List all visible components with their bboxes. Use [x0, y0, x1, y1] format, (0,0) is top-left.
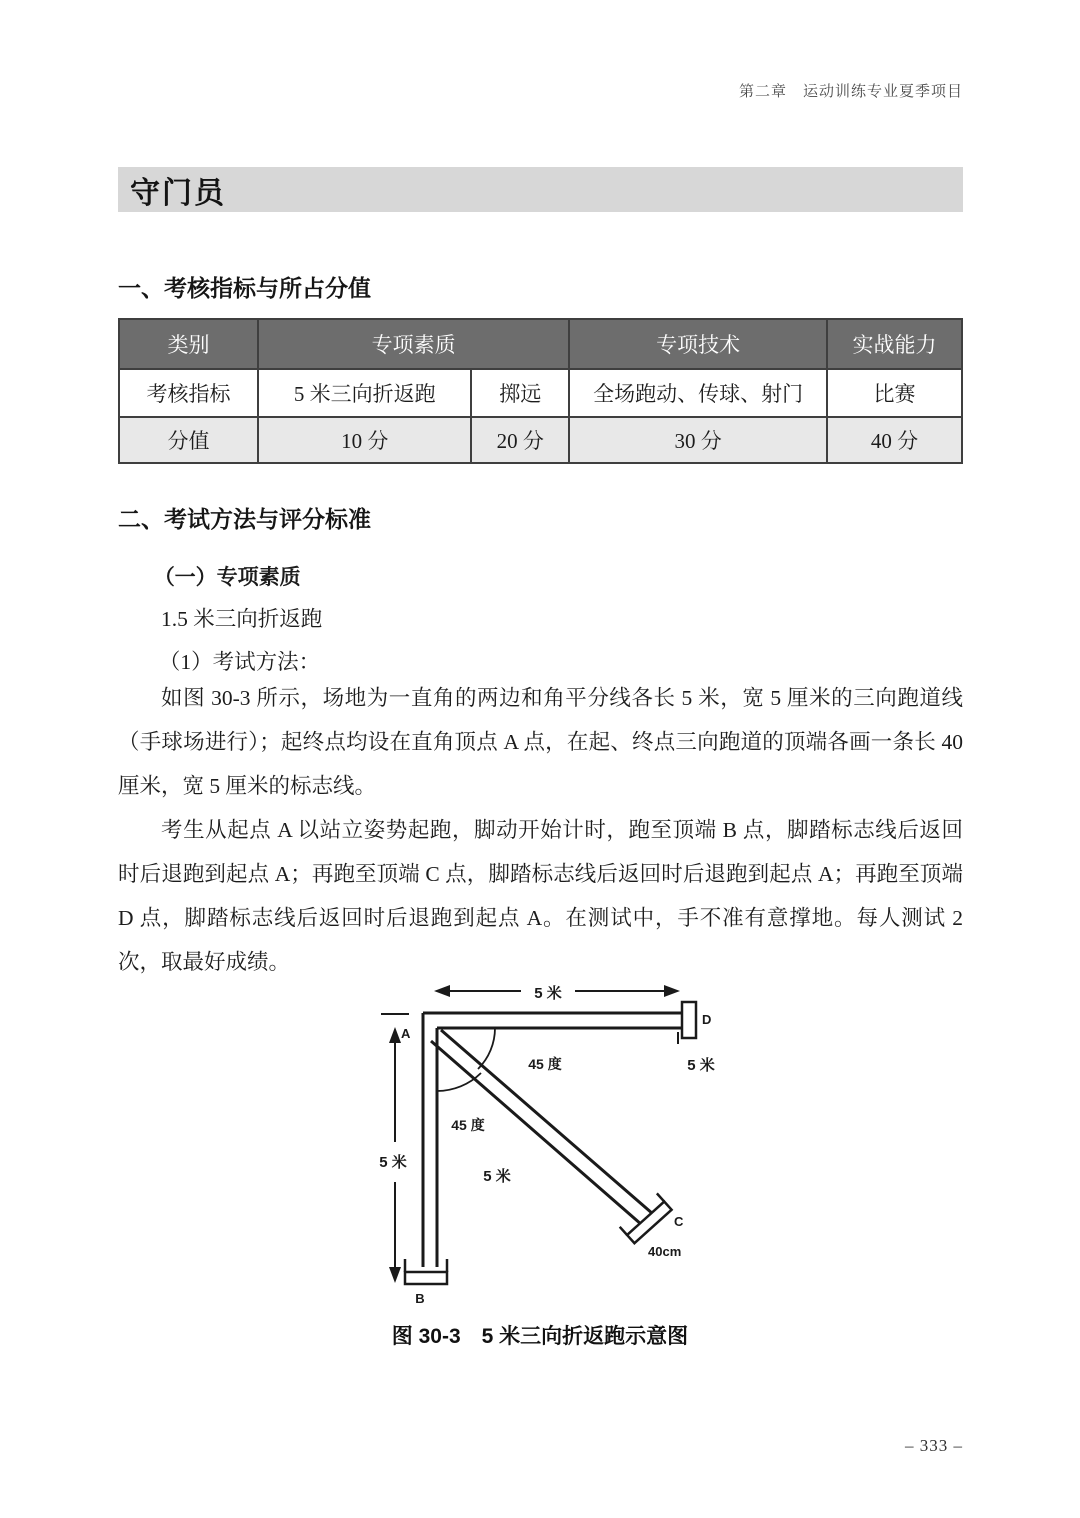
angle-arc-left [437, 1073, 481, 1091]
horizontal-track [423, 1013, 682, 1028]
table-cell: 比赛 [827, 369, 962, 417]
table-row [119, 369, 962, 417]
table-row [119, 417, 962, 463]
title-bar [118, 167, 963, 212]
left-dimension-label: 5 米 [379, 1154, 407, 1171]
table-cell: 40 分 [827, 417, 962, 463]
table-cell: 考核指标 [119, 369, 258, 417]
top-dimension-label: 5 米 [534, 985, 562, 1002]
paragraph: 如图 30-3 所示，场地为一直角的两边和角平分线各长 5 米，宽 5 厘米的三向跑道线（手球场进行）；起终点均设在直角顶点 A 点，在起、终点三向跑道的顶端各画一条长 40 厘米，宽 5 厘米的标志线。 [118, 686, 963, 798]
running-header: 第二章 运动训练专业夏季项目 [738, 83, 963, 100]
score-table [118, 318, 963, 464]
marker-c [620, 1193, 672, 1243]
table-cell: 掷远 [471, 369, 569, 417]
point-a-label: A [401, 1026, 411, 1041]
right-dimension-label: 5 米 [687, 1057, 715, 1074]
method-label: （1）考试方法： [158, 650, 321, 674]
table-header-row [119, 319, 962, 369]
marker-d [678, 1002, 696, 1044]
table-cell: 10 分 [258, 417, 471, 463]
figure-caption: 图 30-3 5 米三向折返跑示意图 [391, 1325, 689, 1348]
point-d-label: D [702, 1012, 712, 1027]
table-header-cell: 专项技术 [569, 319, 827, 369]
marker-b [405, 1259, 447, 1284]
table-cell: 全场跑动、传球、射门 [569, 369, 827, 417]
angle-left-label: 45 度 [451, 1117, 485, 1133]
table-cell: 5 米三向折返跑 [258, 369, 471, 417]
paragraph: 考生从起点 A 以站立姿势起跑，脚动开始计时，跑至顶端 B 点，脚踏标志线后返回时后退跑到起点 A；再跑至顶端 C 点，脚踏标志线后返回时后退跑到起点 A；再跑至顶端 D 点，脚踏标志线后返回时后退跑到起点 A。在测试中，手不准有意撑地。每人测试 2 次，取最好成绩。 [118, 818, 963, 974]
table-cell: 分值 [119, 417, 258, 463]
diagonal-dimension-label: 5 米 [483, 1168, 511, 1185]
point-c-label: C [674, 1214, 684, 1229]
table-header-cell: 实战能力 [827, 319, 962, 369]
table-header-cell: 类别 [119, 319, 258, 369]
angle-top-label: 45 度 [528, 1056, 562, 1072]
vertical-track [423, 1013, 437, 1267]
point-b-label: B [415, 1291, 425, 1306]
shuttle-run-diagram [353, 956, 743, 1321]
section2-heading: 二、考试方法与评分标准 [118, 506, 371, 532]
table-cell: 20 分 [471, 417, 569, 463]
subsection-heading: （一）专项素质 [153, 566, 301, 589]
table-header-cell: 专项素质 [258, 319, 569, 369]
page-number: – 333 – [905, 1436, 963, 1455]
mark-length-label: 40cm [648, 1244, 682, 1259]
list-item: 1.5 米三向折返跑 [161, 607, 323, 631]
table-cell: 30 分 [569, 417, 827, 463]
section1-heading: 一、考核指标与所占分值 [118, 275, 371, 301]
page-title: 守门员 [130, 176, 226, 210]
